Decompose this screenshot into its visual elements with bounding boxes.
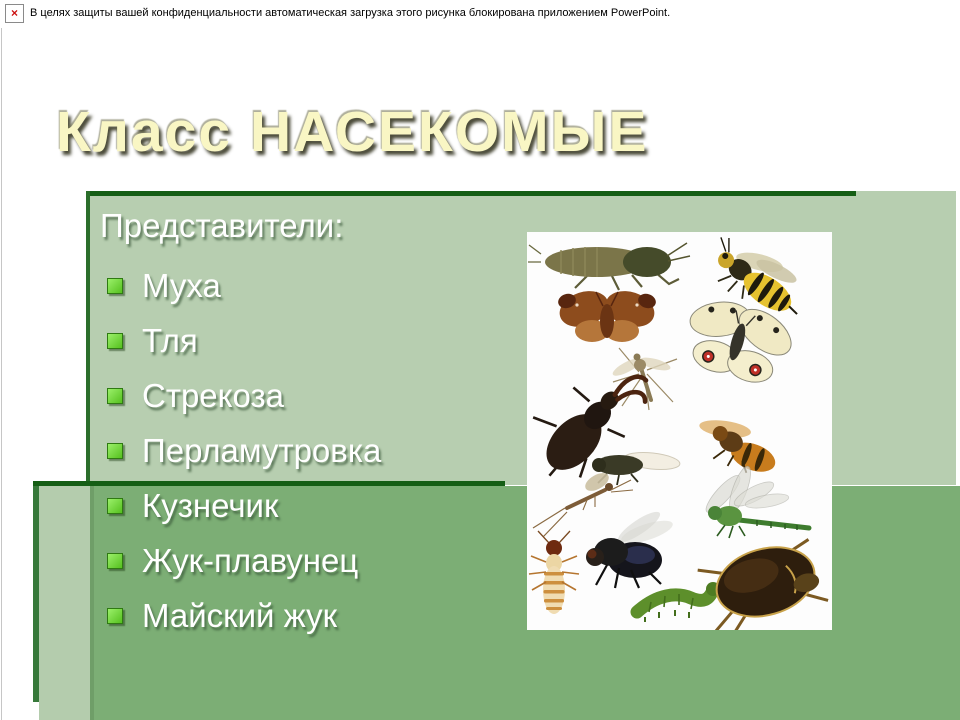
list-item-label: Жук-плавунец [142,541,359,579]
list-item-label: Тля [142,321,198,359]
list-item-label: Кузнечик [142,486,279,524]
list-item-label: Майский жук [142,596,338,634]
green-band-left-edge [33,481,39,702]
list-item-label: Стрекоза [142,376,284,414]
list-item-label: Перламутровка [142,431,382,469]
bullet-square-icon [107,333,123,349]
notification-text: В целях защиты вашей конфиденциальности автоматическая загрузка этого рисунка блокирована приложением PowerPoint. [30,7,671,19]
slide-left-frame-line [1,0,2,720]
panel-top-edge [90,191,856,196]
bullet-square-icon [107,278,123,294]
list-item [100,258,530,313]
green-band-seam [90,486,94,720]
green-band-light-strip [39,486,90,720]
insect-caterpillar [637,582,720,622]
blocked-image-icon: × [5,4,24,23]
list-item [100,313,530,368]
bullet-square-icon [107,388,123,404]
insects-picture [527,232,832,630]
insect-mole-cricket [528,243,690,290]
insect-fly [586,507,675,588]
list-item [100,588,530,643]
bullet-square-icon [107,608,123,624]
representatives-list [100,258,530,643]
list-item-label: Муха [142,266,221,304]
bullet-square-icon [107,498,123,514]
insect-hornet-fly [688,407,785,481]
list-item [100,533,530,588]
insect-termite [529,531,579,614]
list-item [100,478,530,533]
panel-left-edge [86,191,90,485]
insects-collage [527,232,832,630]
blocked-image-notice [0,0,960,28]
slide-title: Класс НАСЕКОМЫЕ [56,100,649,165]
list-item [100,423,530,478]
list-item [100,368,530,423]
insect-dragonfly [702,464,809,538]
bullet-square-icon [107,553,123,569]
bullet-square-icon [107,443,123,459]
insect-moth [555,285,659,342]
representatives-list-block [100,203,530,643]
list-heading: Представители: [100,207,344,244]
